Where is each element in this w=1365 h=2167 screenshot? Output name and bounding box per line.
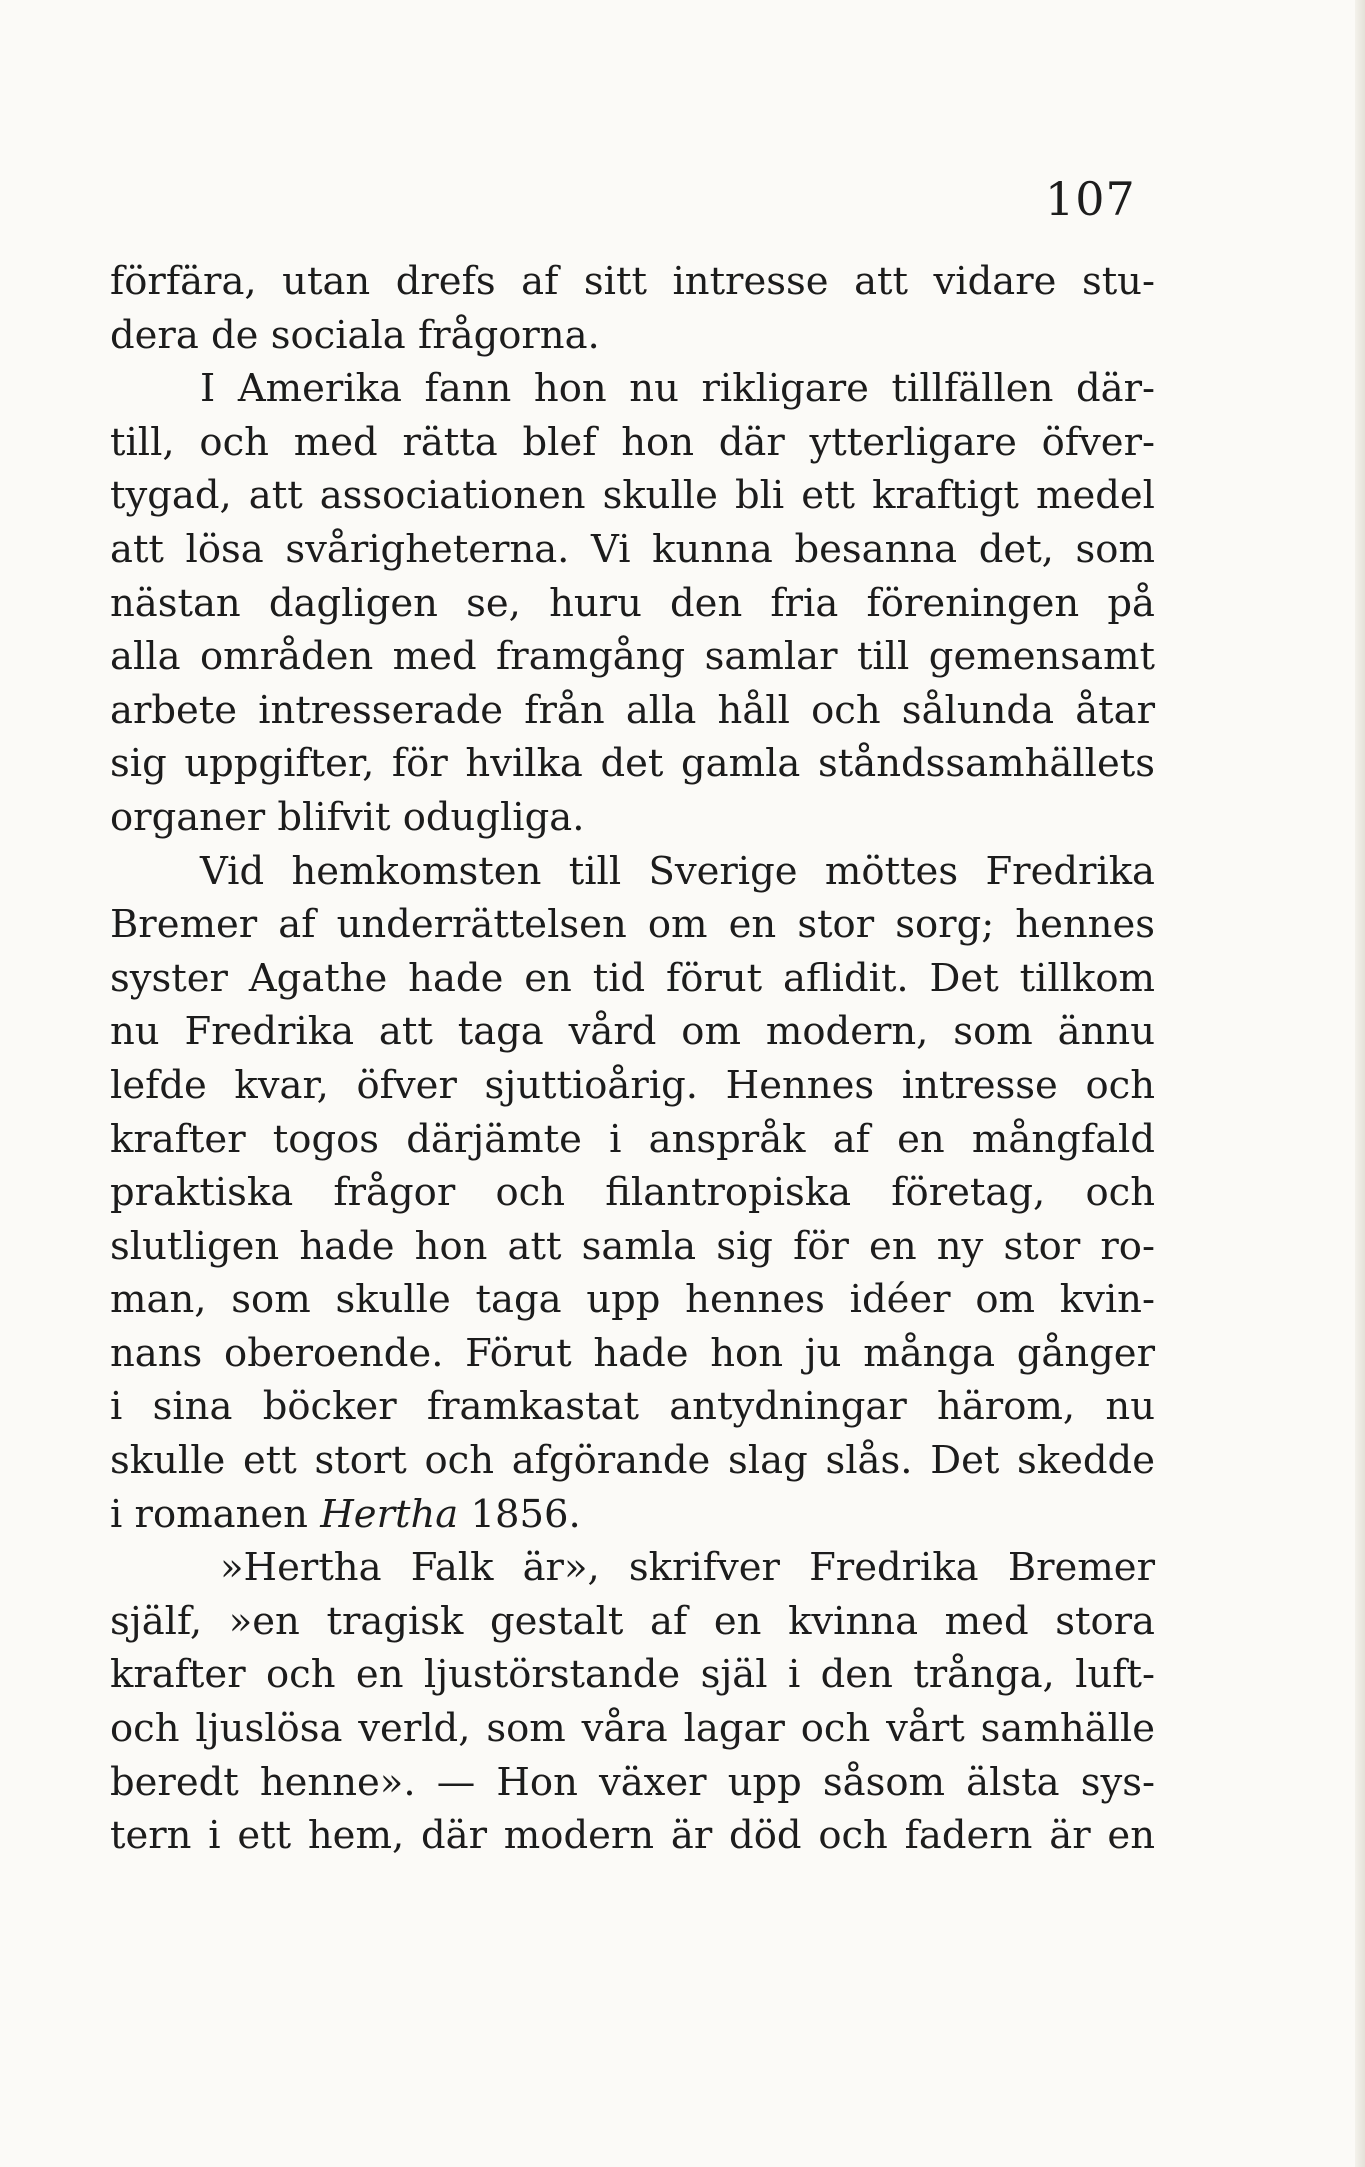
- text-line: syster Agathe hade en tid förut aflidit. Det tillkom: [110, 955, 1155, 1001]
- text-line: praktiska frågor och filantropiska företag, och: [110, 1170, 1155, 1216]
- text-span: 1856.: [470, 1491, 581, 1537]
- text-line: sig uppgifter, för hvilka det gamla ståndssamhällets: [110, 741, 1155, 787]
- text-line: lefde kvar, öfver sjuttioårig. Hennes intresse och: [110, 1062, 1155, 1108]
- text-line: dera de sociala frågorna.: [110, 312, 600, 358]
- text-line: tygad, att associationen skulle bli ett kraftigt medel: [110, 473, 1155, 519]
- body-text: [110, 255, 1155, 1863]
- text-span: i romanen: [110, 1491, 308, 1537]
- text-line: organer blifvit odugliga.: [110, 794, 585, 840]
- text-line: till, och med rätta blef hon där ytterligare öfver-: [110, 419, 1155, 465]
- text-line: »Hertha Falk är», skrifver Fredrika Bremer: [220, 1545, 1155, 1591]
- text-line: arbete intresserade från alla håll och sålunda åtar: [110, 687, 1155, 733]
- text-line: [110, 1488, 1155, 1542]
- text-line: man, som skulle taga upp hennes idéer om kvin-: [110, 1277, 1155, 1323]
- text-line: beredt henne». — Hon växer upp såsom älsta sys-: [110, 1759, 1155, 1805]
- text-line: alla områden med framgång samlar till gemensamt: [110, 634, 1155, 680]
- text-line: och ljuslösa verld, som våra lagar och vårt samhälle: [110, 1706, 1155, 1752]
- text-line: krafter och en ljustörstande själ i den trånga, luft-: [110, 1652, 1155, 1698]
- text-line: tern i ett hem, där modern är död och fadern är en: [110, 1813, 1155, 1859]
- book-title: Hertha: [320, 1491, 459, 1537]
- text-line: själf, »en tragisk gestalt af en kvinna med stora: [110, 1598, 1155, 1644]
- text-line: nans oberoende. Förut hade hon ju många gånger: [110, 1330, 1155, 1376]
- text-line: nu Fredrika att taga vård om modern, som ännu: [110, 1009, 1155, 1055]
- text-line: Vid hemkomsten till Sverige möttes Fredrika: [200, 848, 1155, 894]
- text-line: i sina böcker framkastat antydningar härom, nu: [110, 1384, 1155, 1430]
- text-line: Bremer af underrättelsen om en stor sorg; hennes: [110, 902, 1155, 948]
- text-line: slutligen hade hon att samla sig för en ny stor ro-: [110, 1223, 1155, 1269]
- text-line: förfära, utan drefs af sitt intresse att vidare stu-: [110, 259, 1155, 304]
- text-line: att lösa svårigheterna. Vi kunna besanna det, som: [110, 526, 1155, 572]
- page-edge: [1355, 0, 1365, 2167]
- text-line: nästan dagligen se, huru den fria föreningen på: [110, 580, 1155, 626]
- text-line: I Amerika fann hon nu rikligare tillfällen där-: [200, 366, 1155, 412]
- text-line: skulle ett stort och afgörande slag slås. Det skedde: [110, 1438, 1155, 1484]
- text-line: krafter togos därjämte i anspråk af en mångfald: [110, 1116, 1155, 1162]
- page-number: 107: [1045, 172, 1136, 226]
